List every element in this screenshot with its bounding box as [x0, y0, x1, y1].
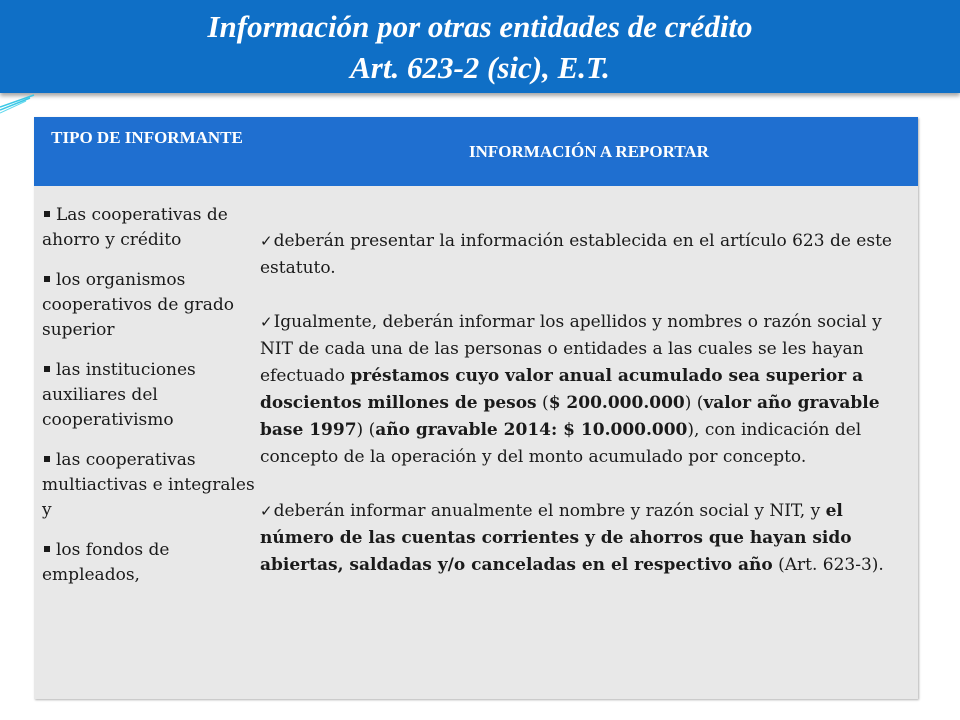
info-table — [34, 117, 918, 699]
checkmark-icon: ✓ — [260, 502, 273, 520]
title-bar — [0, 0, 960, 93]
informantes-list — [42, 203, 256, 603]
reportar-content — [260, 228, 910, 606]
checkmark-icon: ✓ — [260, 232, 273, 250]
list-item: los organismos cooperativos de grado superior — [42, 270, 235, 340]
report-paragraph-3: ✓deberán informar anualmente el nombre y razón social y NIT, y el número de las cuentas corrientes y de ahorros que hayan sido abiertas, saldadas y/o canceladas en el respectivo año (Art. 623-3). — [260, 501, 884, 575]
list-item: las cooperativas multiactivas e integrales y — [42, 450, 255, 520]
square-bullet-icon — [44, 276, 50, 282]
report-paragraph-2: ✓Igualmente, deberán informar los apellidos y nombres o razón social y NIT de cada una de las personas o entidades a las cuales se les hayan efectuado préstamos cuyo valor anual acumulado sea superior a doscientos millones de pesos ($ 200.000.000) (valor año gravable base 1997) (año gravable 2014: $ 10.000.000), con indicación del concepto de la operación y del monto acumulado por concepto. — [260, 312, 882, 467]
square-bullet-icon — [44, 211, 50, 217]
header-informacion-reportar: INFORMACIÓN A REPORTAR — [469, 142, 709, 161]
square-bullet-icon — [44, 456, 50, 462]
square-bullet-icon — [44, 366, 50, 372]
list-item: los fondos de empleados, — [42, 540, 170, 585]
square-bullet-icon — [44, 546, 50, 552]
slide-title — [0, 6, 960, 88]
report-paragraph-1: ✓deberán presentar la información establecida en el artículo 623 de este estatuto. — [260, 231, 892, 278]
title-line-1: Información por otras entidades de crédito — [207, 9, 753, 44]
checkmark-icon: ✓ — [260, 313, 273, 331]
header-tipo-informante: TIPO DE INFORMANTE — [51, 128, 243, 147]
table-header — [34, 117, 918, 186]
list-item: las instituciones auxiliares del cooperativismo — [42, 360, 196, 430]
title-line-2: Art. 623-2 (sic), E.T. — [350, 50, 610, 85]
list-item: Las cooperativas de ahorro y crédito — [42, 205, 228, 250]
